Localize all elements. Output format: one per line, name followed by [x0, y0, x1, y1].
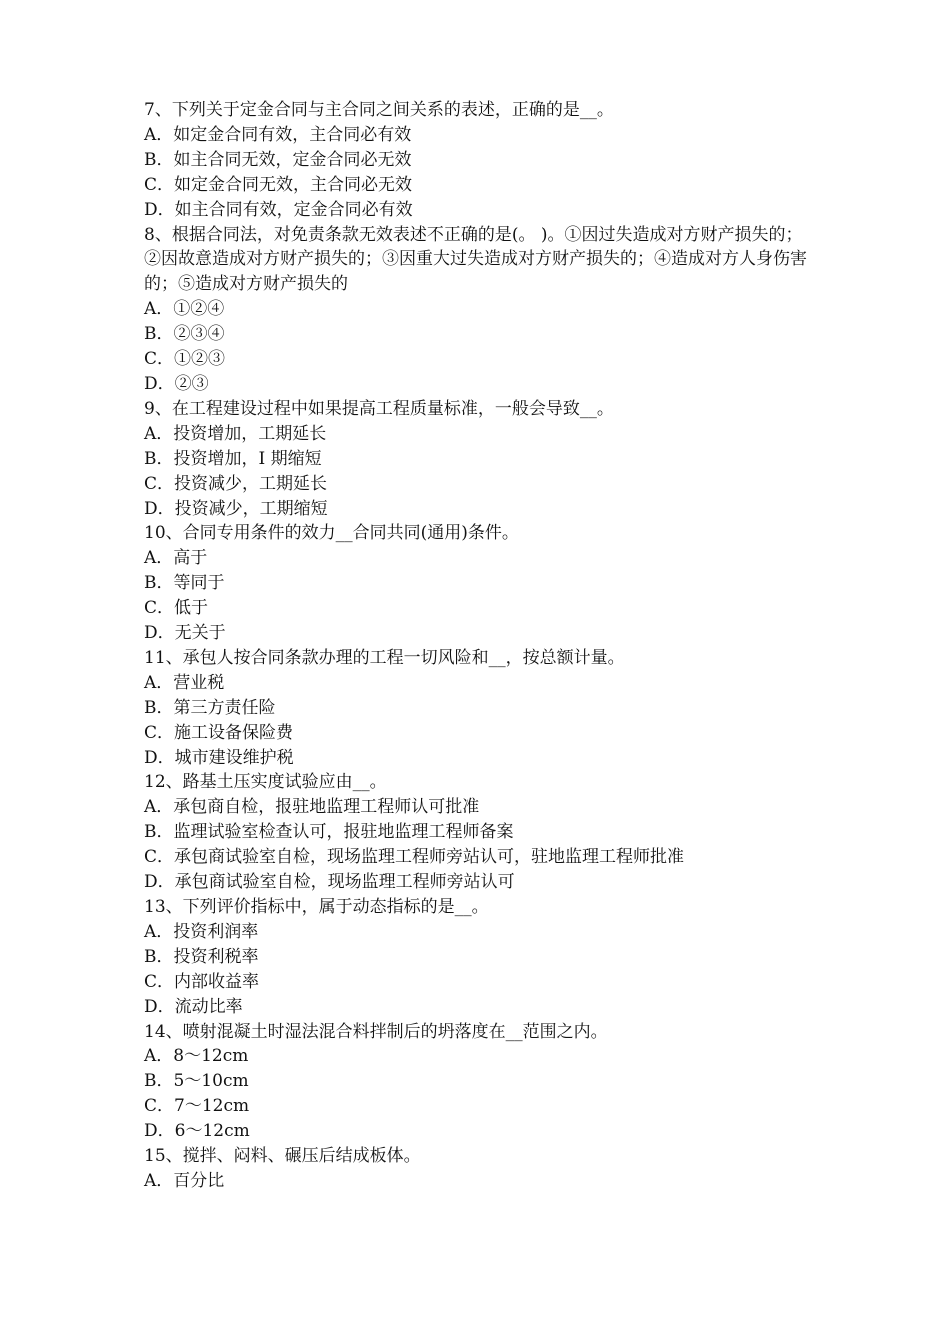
option-d: D．城市建设维护税: [144, 747, 294, 768]
question-stem: 12、路基土压实度试验应由__。: [144, 772, 387, 793]
question-stem: 9、在工程建设过程中如果提高工程质量标准，一般会导致__。: [144, 398, 614, 419]
option-b: B．②③④: [144, 324, 225, 345]
option-b: B．等同于: [144, 573, 225, 594]
option-d: D．承包商试验室自检，现场监理工程师旁站认可: [144, 872, 515, 893]
option-c: C．低于: [144, 598, 209, 619]
option-c: C．①②③: [144, 349, 226, 370]
question-stem: 14、喷射混凝土时湿法混合料拌制后的坍落度在__范围之内。: [144, 1021, 608, 1042]
option-a: A．①②④: [144, 299, 225, 320]
option-c: C．施工设备保险费: [144, 722, 294, 743]
question-11: [144, 646, 816, 771]
question-stem: 7、下列关于定金合同与主合同之间关系的表述，正确的是__。: [144, 100, 614, 120]
option-c: C．内部收益率: [144, 971, 260, 992]
question-stem: 13、下列评价指标中，属于动态指标的是__。: [144, 897, 489, 917]
option-a: A．营业税: [144, 672, 225, 693]
option-b: B．5～10cm: [144, 1071, 249, 1092]
option-b: B．第三方责任险: [144, 697, 276, 718]
question-14: [144, 1020, 816, 1145]
question-9: [144, 397, 816, 522]
option-c: C．承包商试验室自检，现场监理工程师旁站认可，驻地监理工程师批准: [144, 847, 685, 868]
option-b: B．投资利税率: [144, 946, 259, 967]
question-15: [144, 1144, 816, 1194]
option-b: B．监理试验室检查认可，报驻地监理工程师备案: [144, 822, 514, 843]
option-c: C．如定金合同无效，主合同必无效: [144, 174, 413, 195]
option-d: D．6～12cm: [144, 1121, 250, 1142]
question-stem: 8、根据合同法，对免责条款无效表述不正确的是(。 )。①因过失造成对方财产损失的；②因故意造成对方财产损失的；③因重大过失造成对方财产损失的；④造成对方人身伤害的；⑤造成对方财产损失的: [144, 224, 807, 295]
document-page: [144, 98, 816, 1194]
question-10: [144, 521, 816, 646]
option-b: B．如主合同无效，定金合同必无效: [144, 149, 412, 170]
option-a: A．投资增加，工期延长: [144, 423, 327, 444]
option-d: D．投资减少，工期缩短: [144, 498, 328, 519]
question-8: [144, 223, 816, 397]
option-a: A．投资利润率: [144, 921, 259, 942]
question-stem: 11、承包人按合同条款办理的工程一切风险和__，按总额计量。: [144, 647, 625, 668]
option-a: A．承包商自检，报驻地监理工程师认可批准: [144, 797, 480, 818]
question-12: [144, 770, 816, 895]
option-a: A．8～12cm: [144, 1046, 249, 1067]
question-13: [144, 895, 816, 1020]
option-d: D．如主合同有效，定金合同必有效: [144, 199, 413, 220]
option-c: C．投资减少，工期延长: [144, 473, 328, 494]
option-d: D．流动比率: [144, 996, 243, 1017]
option-a: A．百分比: [144, 1170, 225, 1191]
option-d: D．无关于: [144, 623, 226, 644]
question-stem: 15、搅拌、闷料、碾压后结成板体。: [144, 1146, 421, 1167]
option-a: A．高于: [144, 548, 208, 569]
option-c: C．7～12cm: [144, 1096, 250, 1117]
option-a: A．如定金合同有效，主合同必有效: [144, 124, 412, 145]
question-7: [144, 98, 816, 223]
option-b: B．投资增加，I 期缩短: [144, 448, 322, 469]
question-stem: 10、合同专用条件的效力__合同共同(通用)条件。: [144, 523, 519, 544]
option-d: D．②③: [144, 373, 209, 394]
